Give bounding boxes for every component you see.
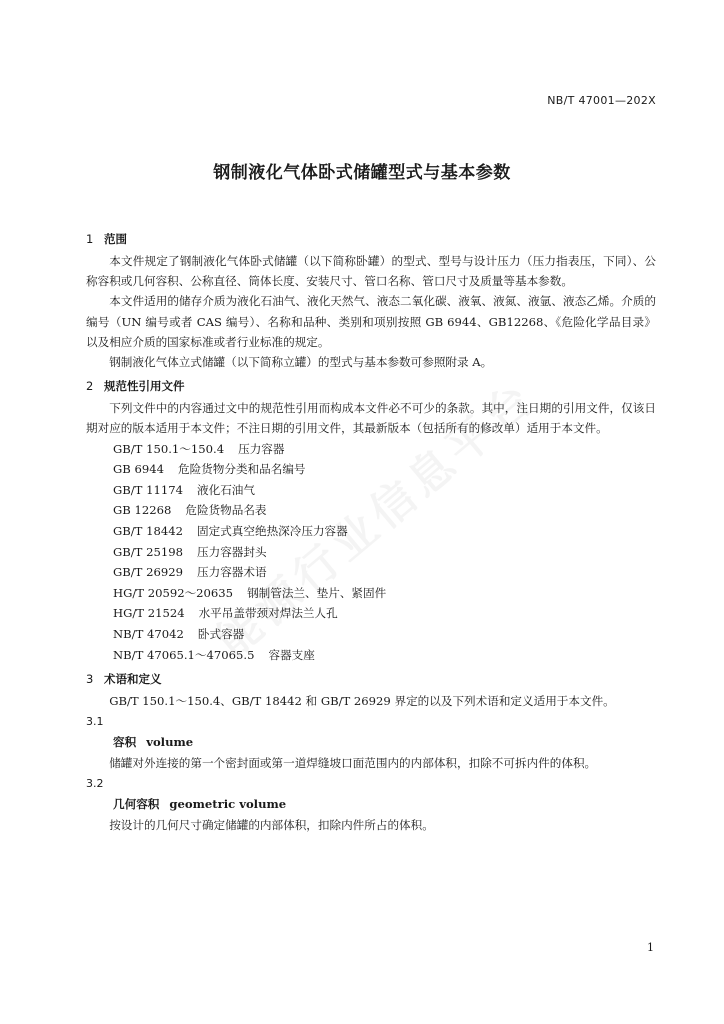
- reference-name: 危险货物品名表: [185, 503, 267, 518]
- reference-name: 压力容器封头: [197, 544, 267, 559]
- reference-item: [86, 583, 656, 604]
- section-title: 术语和定义: [104, 672, 162, 687]
- term-en: volume: [146, 735, 194, 750]
- term-zh: 容积: [113, 735, 137, 750]
- reference-code: GB 12268: [113, 503, 172, 518]
- term-entry: [86, 732, 656, 753]
- reference-name: 卧式容器: [197, 626, 245, 641]
- reference-name: 容器支座: [268, 647, 315, 662]
- reference-name: 水平吊盖带颈对焊法兰人孔: [198, 606, 338, 621]
- paragraph: 下列文件中的内容通过文中的规范性引用而构成本文件必不可少的条款。其中，注日期的引用文件，仅该日期对应的版本适用于本文件；不注日期的引用文件，其最新版本（包括所有的修改单）适用于本文件。: [86, 401, 656, 436]
- reference-code: GB/T 18442: [113, 524, 183, 538]
- term-definition: 储罐对外连接的第一个密封面或第一道焊缝坡口面范围内的内部体积，扣除不可拆内件的体积。: [109, 755, 597, 770]
- term-definition: 按设计的几何尺寸确定储罐的内部体积，扣除内件所占的体积。: [109, 817, 434, 832]
- term-entry: [86, 794, 656, 815]
- reference-code: GB 6944: [113, 462, 164, 477]
- section-title: 范围: [104, 232, 127, 246]
- reference-item: [86, 480, 656, 501]
- reference-name: 液化石油气: [197, 482, 255, 497]
- section-heading-terms: [86, 669, 656, 689]
- reference-name: 压力容器: [238, 441, 285, 456]
- reference-code: GB/T 11174: [113, 482, 183, 497]
- reference-name: 危险货物分类和品名编号: [177, 462, 306, 477]
- clause-number: 3.1: [86, 715, 104, 729]
- section-heading-normative-references: [86, 376, 656, 396]
- reference-name: 压力容器术语: [197, 565, 267, 580]
- document-body: [86, 229, 656, 835]
- standard-code: NB/T 47001—202X: [547, 94, 656, 107]
- page-number: 1: [647, 941, 654, 954]
- reference-item: [86, 624, 656, 645]
- section-title: 规范性引用文件: [104, 379, 185, 394]
- reference-name: 钢制管法兰、垫片、紧固件: [247, 585, 387, 600]
- section-number: 2: [86, 379, 94, 394]
- term-zh: 几何容积: [113, 797, 160, 812]
- reference-item: [86, 459, 656, 480]
- reference-name: 固定式真空绝热深冷压力容器: [197, 524, 348, 538]
- paragraph: 钢制液化气体立式储罐（以下简称立罐）的型式与基本参数可参照附录 A。: [109, 355, 493, 370]
- reference-item: [86, 439, 656, 460]
- clause-number: 3.2: [86, 777, 104, 791]
- section-number: 1: [86, 232, 94, 246]
- reference-code: GB/T 26929: [113, 565, 183, 580]
- reference-code: HG/T 21524: [113, 606, 185, 621]
- reference-item: [86, 562, 656, 583]
- paragraph: 本文件规定了钢制液化气体卧式储罐（以下简称卧罐）的型式、型号与设计压力（压力指表压，下同）、公称容积或几何容积、公称直径、筒体长度、安装尺寸、管口名称、管口尺寸及质量等基本参数。: [86, 254, 656, 289]
- reference-code: HG/T 20592～20635: [113, 585, 234, 600]
- reference-item: [86, 542, 656, 563]
- reference-item: [86, 603, 656, 624]
- term-en: geometric volume: [169, 797, 287, 812]
- reference-item: [86, 521, 656, 542]
- reference-code: NB/T 47042: [113, 626, 184, 641]
- reference-code: GB/T 25198: [113, 544, 183, 559]
- reference-code: GB/T 150.1～150.4: [113, 441, 225, 456]
- paragraph: GB/T 150.1～150.4、GB/T 18442 和 GB/T 26929 界定的以及下列术语和定义适用于本文件。: [109, 694, 615, 709]
- document-title: 钢制液化气体卧式储罐型式与基本参数: [213, 163, 511, 183]
- reference-item: [86, 500, 656, 521]
- paragraph: 本文件适用的储存介质为液化石油气、液化天然气、液态二氧化碳、液氧、液氮、液氩、液态乙烯。介质的编号（UN 编号或者 CAS 编号）、名称和品种、类别和项别按照 GB 6944、GB12268、《危险化学品目录》以及相应介质的国家标准或者行业标准的规定。: [86, 294, 656, 349]
- section-number: 3: [86, 672, 94, 687]
- reference-code: NB/T 47065.1～47065.5: [113, 647, 255, 662]
- section-heading-scope: [86, 229, 656, 249]
- reference-item: [86, 645, 656, 666]
